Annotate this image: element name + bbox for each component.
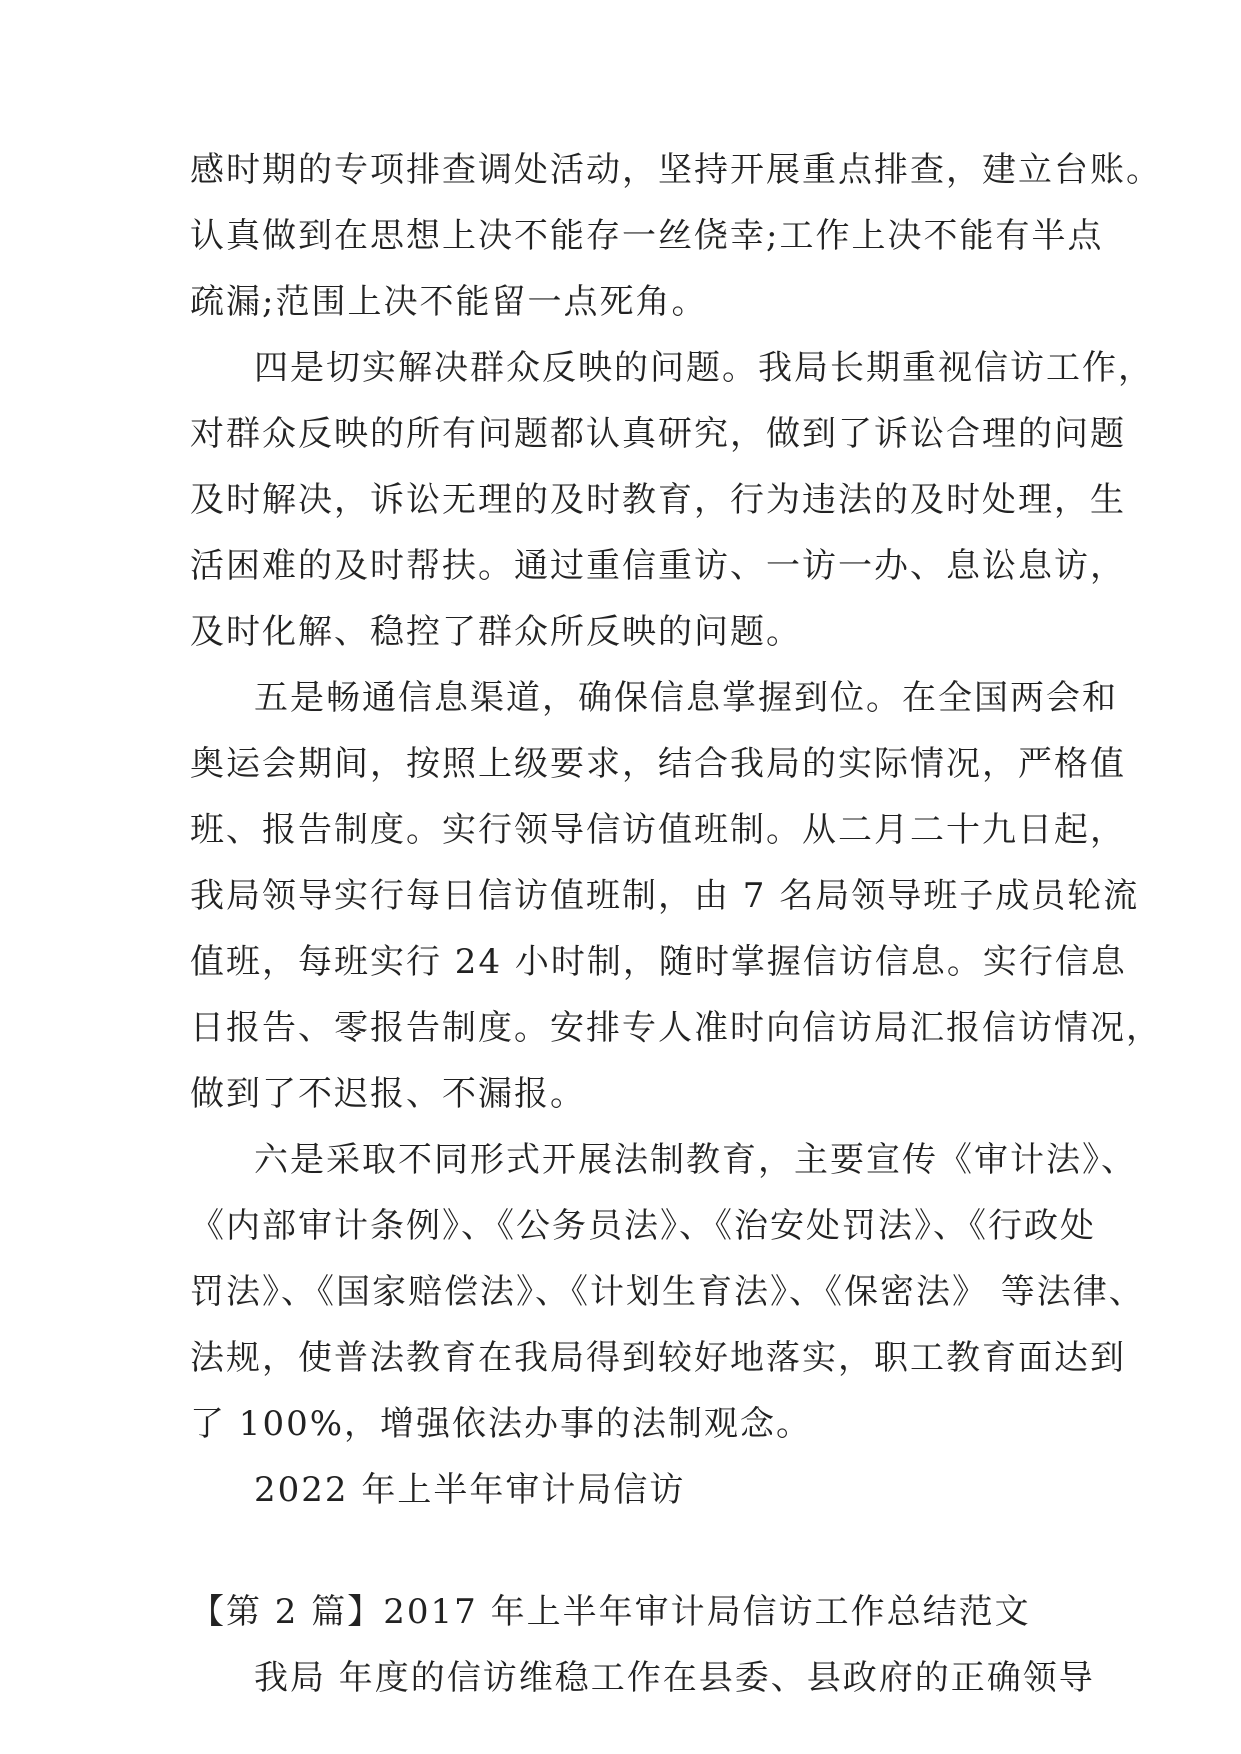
body-line: 对群众反映的所有问题都认真研究，做到了诉讼合理的问题 [190,414,1126,454]
body-line: 及时化解、稳控了群众所反映的问题。 [190,612,802,652]
body-line: 《内部审计条例》、《公务员法》、《治安处罚法》、《行政处 [190,1206,1096,1246]
article-heading: 【第 2 篇】2017 年上半年审计局信访工作总结范文 [190,1592,1031,1632]
body-line: 值班，每班实行 24 小时制，随时掌握信访信息。实行信息 [190,942,1127,982]
body-line: 日报告、零报告制度。安排专人准时向信访局汇报信访情况， [190,1008,1162,1048]
body-line: 我局领导实行每日信访值班制，由 7 名局领导班子成员轮流 [190,876,1140,916]
body-line: 了 100%，增强依法办事的法制观念。 [190,1404,813,1444]
body-line: 班、报告制度。实行领导信访值班制。从二月二十九日起， [190,810,1126,850]
section-tail-line: 2022 年上半年审计局信访 [254,1470,686,1510]
body-line: 做到了不迟报、不漏报。 [190,1074,586,1114]
body-line: 活困难的及时帮扶。通过重信重访、一访一办、息讼息访， [190,546,1126,586]
body-line: 认真做到在思想上决不能存一丝侥幸;工作上决不能有半点 [190,216,1104,256]
body-line: 疏漏;范围上决不能留一点死角。 [190,282,708,322]
paragraph-first-line: 五是畅通信息渠道，确保信息掌握到位。在全国两会和 [254,678,1118,718]
paragraph-first-line: 我局 年度的信访维稳工作在县委、县政府的正确领导 [254,1658,1095,1698]
body-line: 感时期的专项排查调处活动，坚持开展重点排查，建立台账。 [190,150,1162,190]
body-line: 罚法》、《国家赔偿法》、《计划生育法》、《保密法》 等法律、 [190,1272,1145,1312]
paragraph-first-line: 六是采取不同形式开展法制教育，主要宣传《审计法》、 [254,1140,1137,1180]
paragraph-first-line: 四是切实解决群众反映的问题。我局长期重视信访工作， [254,348,1154,388]
body-line: 奥运会期间，按照上级要求，结合我局的实际情况，严格值 [190,744,1126,784]
body-line: 法规，使普法教育在我局得到较好地落实，职工教育面达到 [190,1338,1126,1378]
body-line: 及时解决，诉讼无理的及时教育，行为违法的及时处理，生 [190,480,1126,520]
